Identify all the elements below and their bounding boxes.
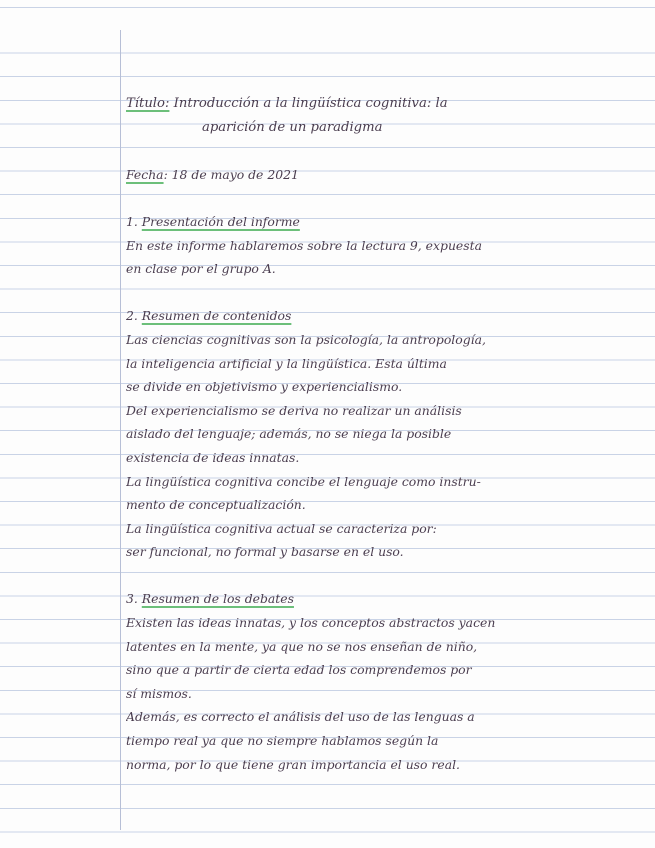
text-line: existencia de ideas innatas. (126, 449, 300, 465)
text-line: sí mismos. (126, 685, 192, 701)
spacer (126, 139, 581, 163)
section-heading-text: Presentación del informe (141, 213, 300, 229)
text-line: latentes en la mente, ya que no se nos enseñan de niño, (126, 638, 478, 654)
text-line: Del experiencialismo se deriva no realizar un análisis (126, 402, 462, 418)
date-label: Fecha (126, 166, 164, 182)
title-row (126, 92, 581, 116)
margin-line (120, 30, 121, 830)
spacer (126, 186, 581, 210)
text-line: norma, por lo que tiene gran importancia el uso real. (126, 756, 460, 772)
text-line: En este informe hablaremos sobre la lectura 9, expuesta (126, 237, 482, 253)
text-line: Existen las ideas innatas, y los conceptos abstractos yacen (126, 615, 496, 631)
date-row (126, 163, 581, 187)
section-heading (126, 587, 581, 611)
date-value: : 18 de mayo de 2021 (163, 166, 299, 182)
handwritten-notes (126, 92, 581, 776)
spacer (126, 564, 581, 588)
text-line: sino que a partir de cierta edad los comprendemos por (126, 662, 472, 678)
text-line: La lingüística cognitiva actual se caracteriza por: (126, 520, 437, 536)
text-line: aislado del lenguaje; además, no se niega la posible (126, 426, 452, 442)
spacer (126, 281, 581, 305)
section-number: 1. (126, 213, 138, 229)
section-number: 3. (126, 591, 138, 607)
section-heading (126, 304, 581, 328)
title-text-continued: aparición de un paradigma (202, 119, 383, 135)
section-heading (126, 210, 581, 234)
title-label: Título: (126, 96, 170, 111)
text-line: tiempo real ya que no siempre hablamos según la (126, 733, 439, 749)
text-line: mento de conceptualización. (126, 497, 306, 513)
text-line: Además, es correcto el análisis del uso de las lenguas a (126, 709, 475, 725)
text-line: en clase por el grupo A. (126, 261, 276, 277)
text-line: Las ciencias cognitivas son la psicología, la antropología, (126, 331, 486, 347)
section-heading-text: Resumen de contenidos (141, 308, 292, 324)
title-text: Introducción a la lingüística cognitiva: la (173, 96, 448, 111)
section-heading-text: Resumen de los debates (141, 591, 294, 607)
text-line: la inteligencia artificial y la lingüística. Esta última (126, 355, 447, 371)
section-number: 2. (126, 308, 138, 324)
text-line: ser funcional, no formal y basarse en el uso. (126, 544, 404, 560)
text-line: se divide en objetivismo y experiencialismo. (126, 379, 403, 395)
text-line: La lingüística cognitiva concibe el lenguaje como instru- (126, 473, 481, 489)
